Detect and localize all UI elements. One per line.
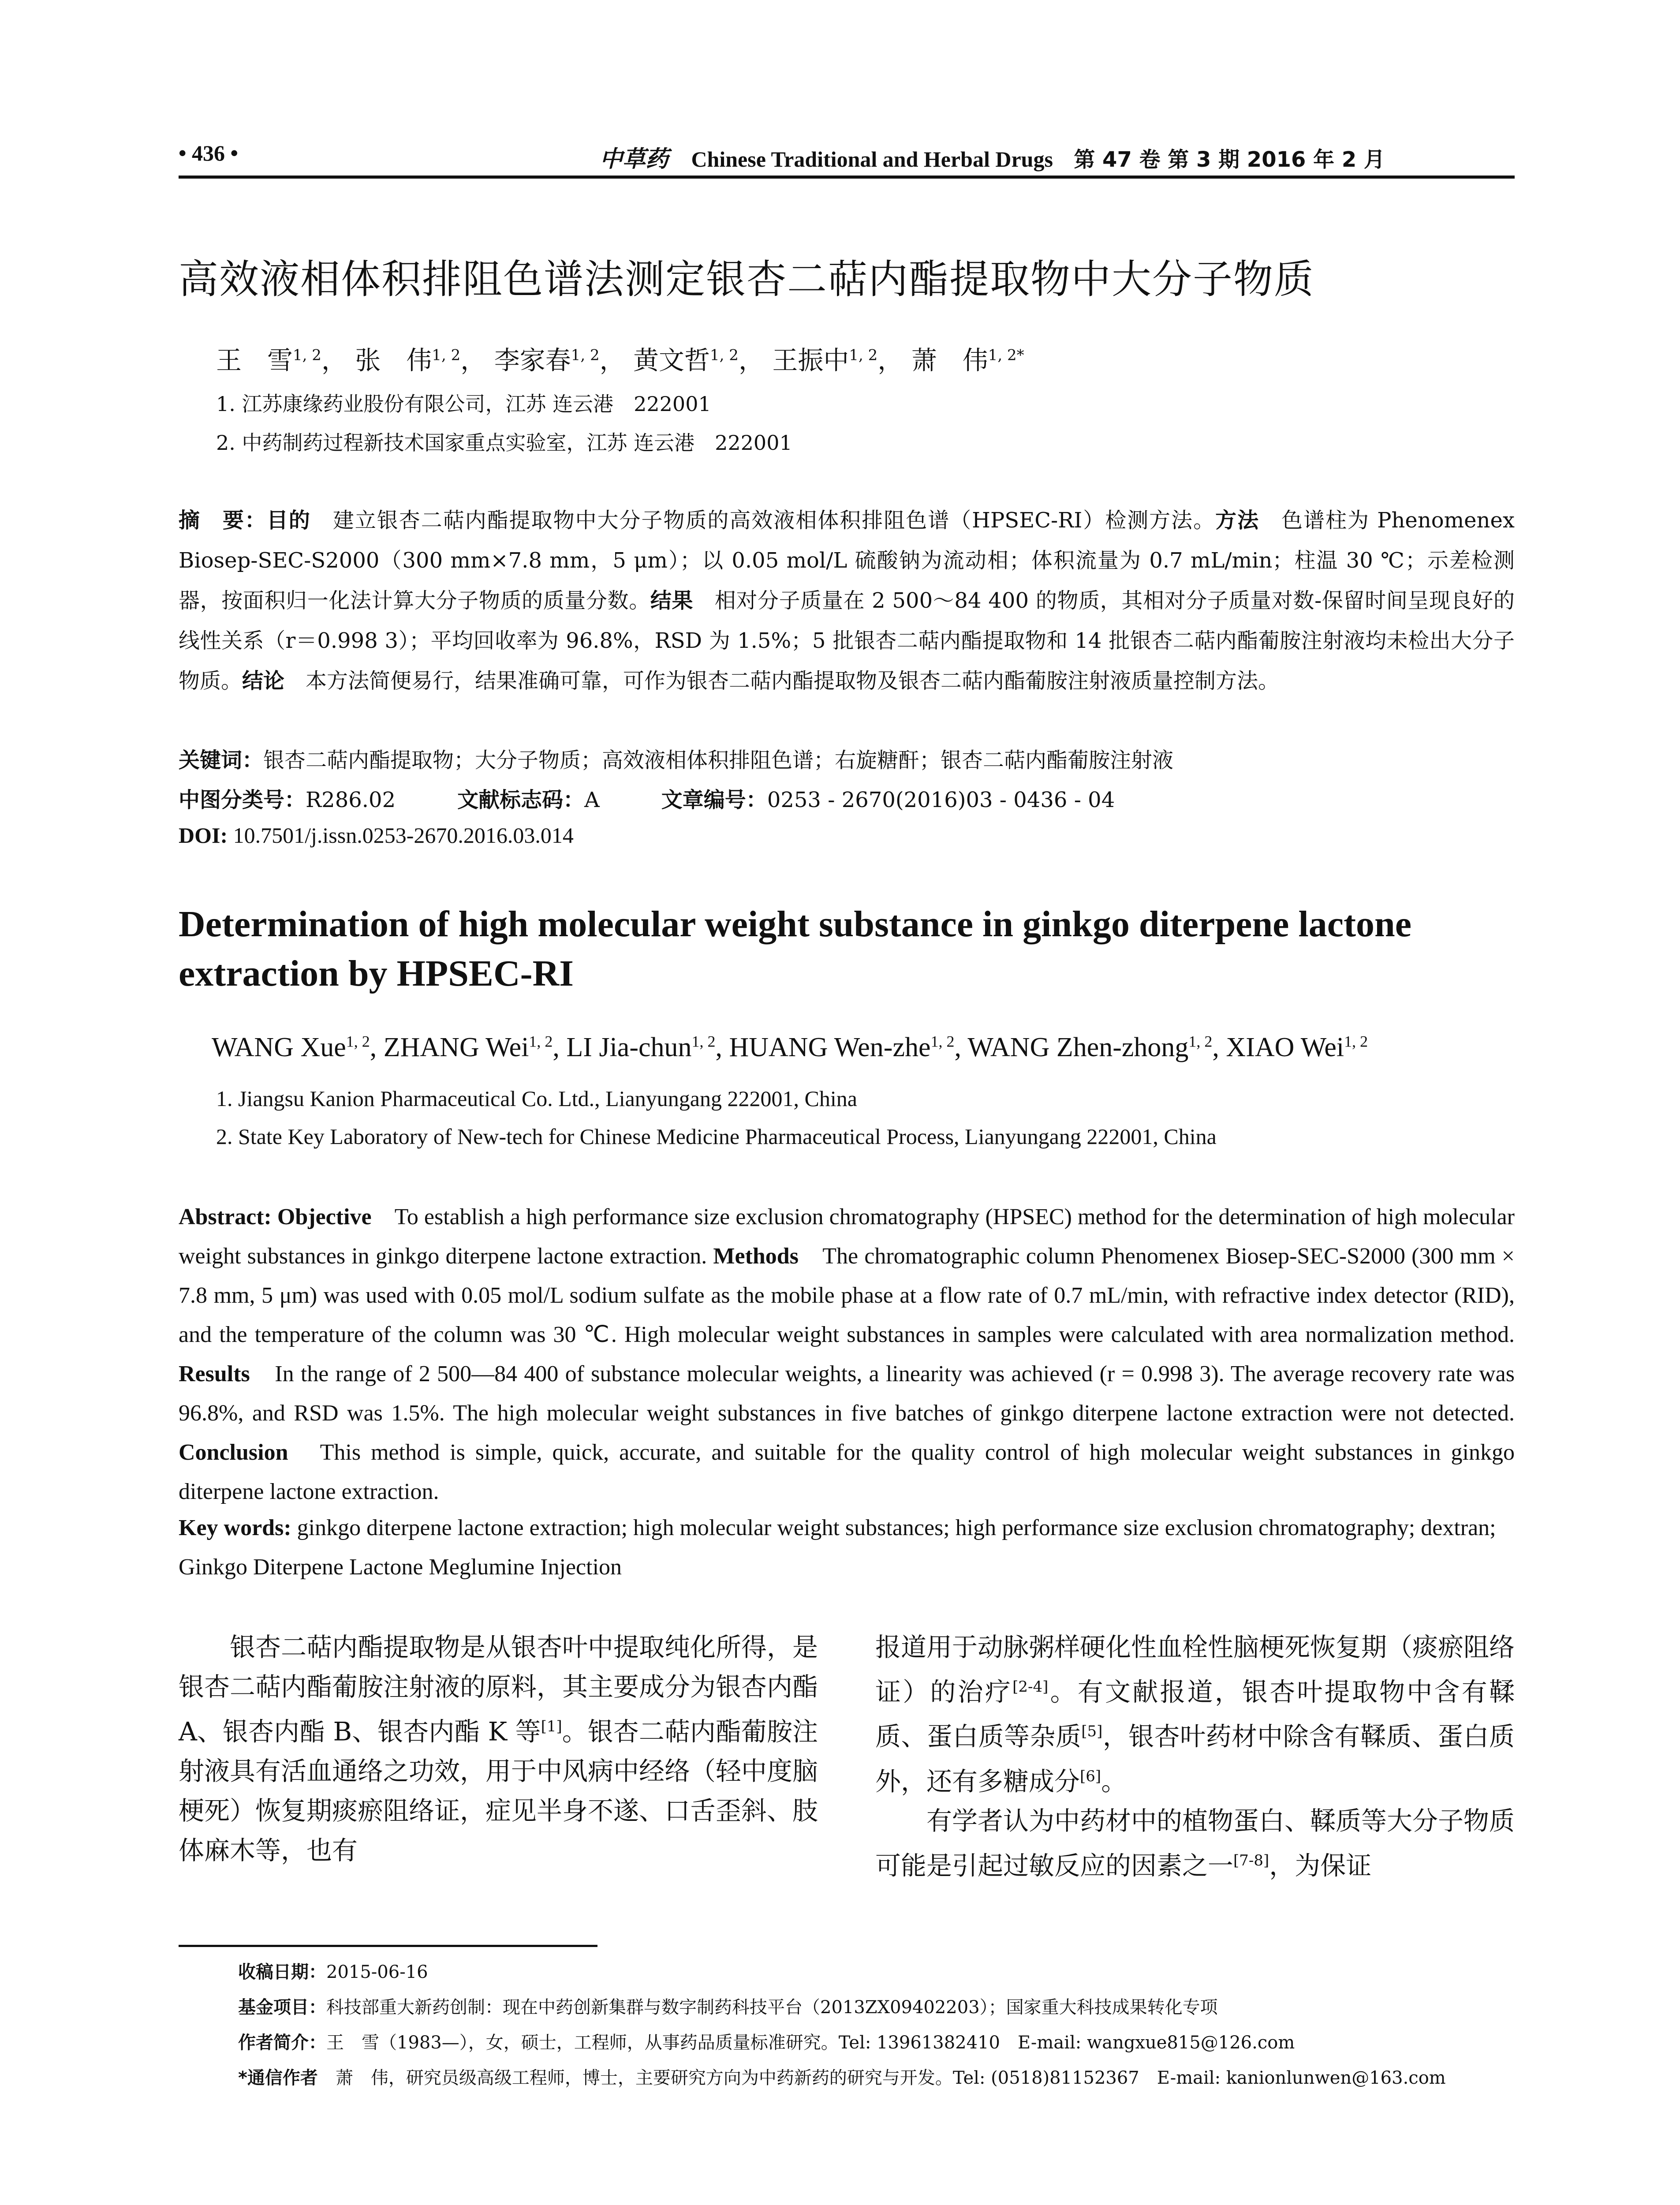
citation[interactable]: [2-4] <box>1012 1678 1049 1696</box>
author-cn: 李家春 <box>494 345 571 375</box>
footnote-label: *通信作者 <box>238 2068 318 2088</box>
body-text: 银杏二萜内酯提取物是从银杏叶中提取纯化所得，是银杏二萜内酯葡胺注射液的原料，其主要成分为银杏内酯 A、银杏内酯 B、银杏内酯 K 等 <box>179 1632 818 1747</box>
footnote-correspondence <box>238 2064 1446 2089</box>
affiliation-en-1: 1. Jiangsu Kanion Pharmaceutical Co. Ltd., Lianyungang 222001, China <box>216 1086 857 1111</box>
journal-name <box>600 140 1385 173</box>
body-paragraph <box>875 1801 1515 1885</box>
author-en: WANG Zhen-zhong <box>967 1032 1189 1062</box>
author-en: LI Jia-chun <box>566 1032 692 1062</box>
body-text: ，为保证 <box>1269 1850 1372 1881</box>
doi-line <box>179 822 574 848</box>
abstract-cn <box>179 501 1515 701</box>
methods-en-text: The chromatographic column Phenomenex Biosep-SEC-S2000 (300 mm × 7.8 mm, 5 μm) was used with 0.05 mol/L sodium sulfate as the mobile phase at a flow rate of 0.7 mL/min, with refractive index detector (RID), and the temperature of the column was 30 ℃. High molecular weight substances in samples were calculated with area normalization method. <box>179 1244 1515 1347</box>
body-text: 有学者认为中药材中的植物蛋白、鞣质等大分子物质可能是引起过敏反应的因素之一 <box>875 1805 1515 1881</box>
author-cn: 黄文哲 <box>633 345 710 375</box>
objective-text: 建立银杏二萜内酯提取物中大分子物质的高效液相体积排阻色谱（HPSEC-RI）检测方法。 <box>310 508 1216 533</box>
doc-code-label: 文献标志码： <box>457 788 585 812</box>
author-aff: 1, 2 <box>432 346 461 364</box>
keywords-text: 银杏二萜内酯提取物；大分子物质；高效液相体积排阻色谱；右旋糖酐；银杏二萜内酯葡胺注射液 <box>263 748 1174 773</box>
author-cn: 张 伟 <box>355 345 432 375</box>
author-aff: 1, 2 <box>293 346 321 364</box>
methods-label: 方法 <box>1215 508 1260 533</box>
citation[interactable]: [1] <box>541 1718 562 1735</box>
clc-value: R286.02 <box>306 788 396 812</box>
author-en: XIAO Wei <box>1226 1032 1344 1062</box>
affiliation-cn-2: 2. 中药制药过程新技术国家重点实验室，江苏 连云港 222001 <box>216 431 792 455</box>
author-aff: 1, 2 <box>1188 1032 1213 1050</box>
journal-name-cn: 中草药 <box>600 146 669 172</box>
author-en: WANG Xue <box>212 1032 346 1062</box>
results-label: 结果 <box>650 588 694 613</box>
footnote-fund <box>238 1993 1218 2018</box>
body-text: 。 <box>1101 1766 1127 1796</box>
page-number: • 436 • <box>179 141 239 165</box>
author-aff: 1, 2 <box>710 346 739 364</box>
doc-code-value: A <box>584 788 600 812</box>
author-en: ZHANG Wei <box>383 1032 529 1062</box>
footnote-label: 收稿日期： <box>238 1962 326 1982</box>
affiliation-cn-1: 1. 江苏康缘药业股份有限公司，江苏 连云港 222001 <box>216 392 711 416</box>
methods-en-label: Methods <box>713 1244 799 1269</box>
keywords-en-text: ginkgo diterpene lactone extraction; high molecular weight substances; high performance size exclusion chromatography; dextran; Ginkgo Diterpene Lactone Meglumine Injection <box>179 1515 1496 1580</box>
author-aff: 1, 2* <box>988 346 1024 364</box>
keywords-label: 关键词： <box>179 748 264 773</box>
methods-text: 色谱柱为 Phenomenex Biosep-SEC-S2000（300 mm×7.8 mm，5 μm）；以 0.05 mol/L 硫酸钠为流动相；体积流量为 0.7 mL/min；柱温 30 ℃；示差检测器，按面积归一化法计算大分子物质的质量分数。 <box>179 508 1515 613</box>
classification-line <box>179 783 1115 813</box>
body-text: 。银杏二萜内酯葡胺注射液具有活血通络之功效，用于中风病中经络（轻中度脑梗死）恢复期痰瘀阻络证，症见半身不遂、口舌歪斜、肢体麻木等，也有 <box>179 1716 818 1866</box>
abstract-en-label: Abstract: Objective <box>179 1204 372 1230</box>
author-aff: 1, 2 <box>930 1032 955 1050</box>
objective-label: 目的 <box>266 508 311 533</box>
affiliation-en-2: 2. State Key Laboratory of New-tech for Chinese Medicine Pharmaceutical Process, Lianyungang 222001, China <box>216 1124 1217 1149</box>
article-no-value: 0253 - 2670(2016)03 - 0436 - 04 <box>767 788 1115 812</box>
footnote-text: 萧 伟，研究员级高级工程师，博士，主要研究方向为中药新药的研究与开发。Tel: (0518)81152367 E-mail: kanionlunwen@163.com <box>317 2068 1446 2088</box>
author-aff: 1, 2 <box>571 346 600 364</box>
author-cn: 萧 伟 <box>911 345 988 375</box>
footnote-label: 作者简介： <box>238 2033 326 2053</box>
conclusion-text: 本方法简便易行，结果准确可靠，可作为银杏二萜内酯提取物及银杏二萜内酯葡胺注射液质量控制方法。 <box>284 669 1280 693</box>
author-aff: 1, 2 <box>691 1032 716 1050</box>
body-text: 报道用于动脉粥样硬化性血栓性脑梗死恢复期（痰瘀阻络证）的治疗 <box>875 1632 1515 1707</box>
doi-label: DOI: <box>179 823 228 848</box>
author-aff: 1, 2 <box>529 1032 553 1050</box>
journal-volume: 第 47 卷 第 3 期 2016 年 2 月 <box>1074 147 1385 172</box>
footnote-rule <box>179 1945 597 1947</box>
author-cn: 王振中 <box>772 345 849 375</box>
footnote-received <box>238 1958 428 1983</box>
conclusion-label: 结论 <box>242 669 285 693</box>
body-column-left <box>179 1627 818 1870</box>
results-text: 相对分子质量在 2 500～84 400 的物质，其相对分子质量对数-保留时间呈现良好的线性关系（r＝0.998 3）；平均回收率为 96.8%，RSD 为 1.5%；5 批银杏二萜内酯提取物和 14 批银杏二萜内酯葡胺注射液均未检出大分子物质。 <box>179 588 1515 693</box>
abstract-label: 摘 要： <box>179 508 267 533</box>
keywords-en-label: Key words: <box>179 1515 291 1540</box>
keywords-cn <box>179 743 1173 774</box>
footnote-text: 2015-06-16 <box>326 1962 428 1982</box>
running-header <box>179 140 1515 179</box>
doi-link[interactable]: 10.7501/j.issn.0253-2670.2016.03.014 <box>228 823 574 848</box>
results-en-text: In the range of 2 500—84 400 of substance molecular weights, a linearity was achieved (r = 0.998 3). The average recovery rate was 96.8%, and RSD was 1.5%. The high molecular weight substances in five batches of ginkgo diterpene lactone extraction were not detected. <box>179 1361 1515 1426</box>
authors-cn: 王 雪$^{1, 2}$， 张 伟$^{1, 2}$， 李家春$^{1, 2}$， 黄文哲$^{1, 2}$， 王振中$^{1, 2}$， 萧 伟$^{1, 2*}$ <box>216 345 1024 375</box>
authors-en: WANG Xue$^{1, 2}$, ZHANG Wei$^{1, 2}$, LI Jia-chun$^{1, 2}$, HUANG Wen-zhe$^{1, 2}$, WANG Zhen-zhong$^{1, 2}$, XIAO Wei$^{1, 2}$ <box>212 1032 1368 1062</box>
citation[interactable]: [5] <box>1081 1723 1103 1741</box>
body-text: 。有文献报道，银杏叶提取物中含有鞣质、蛋白质等杂质 <box>875 1677 1515 1752</box>
body-paragraph <box>875 1627 1515 1801</box>
body-column-right <box>875 1627 1515 1885</box>
conclusion-en-text: This method is simple, quick, accurate, and suitable for the quality control of high molecular weight substances in ginkgo diterpene lactone extraction. <box>179 1440 1515 1504</box>
author-aff: 1, 2 <box>346 1032 370 1050</box>
body-text: ，银杏叶药材中除含有鞣质、蛋白质外，还有多糖成分 <box>875 1721 1515 1796</box>
abstract-en <box>179 1197 1515 1511</box>
article-no-label: 文章编号： <box>661 788 767 812</box>
title-cn: 高效液相体积排阻色谱法测定银杏二萜内酯提取物中大分子物质 <box>179 256 1314 303</box>
title-en: Determination of high molecular weight substance in ginkgo diterpene lactone extraction by HPSEC-RI <box>179 904 1412 994</box>
journal-name-en: Chinese Traditional and Herbal Drugs <box>691 147 1053 172</box>
author-aff: 1, 2 <box>849 346 878 364</box>
footnote-text: 科技部重大新药创制：现在中药创新集群与数字制药科技平台（2013ZX09402203）；国家重大科技成果转化专项 <box>326 1997 1218 2018</box>
footnote-text: 王 雪（1983—），女，硕士，工程师，从事药品质量标准研究。Tel: 13961382410 E-mail: wangxue815@126.com <box>326 2033 1295 2053</box>
results-en-label: Results <box>179 1361 250 1387</box>
footnote-label: 基金项目： <box>238 1997 326 2018</box>
body-paragraph <box>179 1627 818 1870</box>
clc-label: 中图分类号： <box>179 788 306 812</box>
citation[interactable]: [6] <box>1080 1767 1101 1785</box>
citation[interactable]: [7-8] <box>1233 1851 1269 1869</box>
author-en: HUANG Wen-zhe <box>729 1032 931 1062</box>
author-aff: 1, 2 <box>1344 1032 1368 1050</box>
keywords-en <box>179 1508 1515 1587</box>
footnote-author <box>238 2029 1295 2054</box>
author-cn: 王 雪 <box>216 345 293 375</box>
objective-en-text: To establish a high performance size exclusion chromatography (HPSEC) method for the determination of high molecular weight substances in ginkgo diterpene lactone extraction. <box>179 1204 1515 1269</box>
conclusion-en-label: Conclusion <box>179 1440 288 1465</box>
